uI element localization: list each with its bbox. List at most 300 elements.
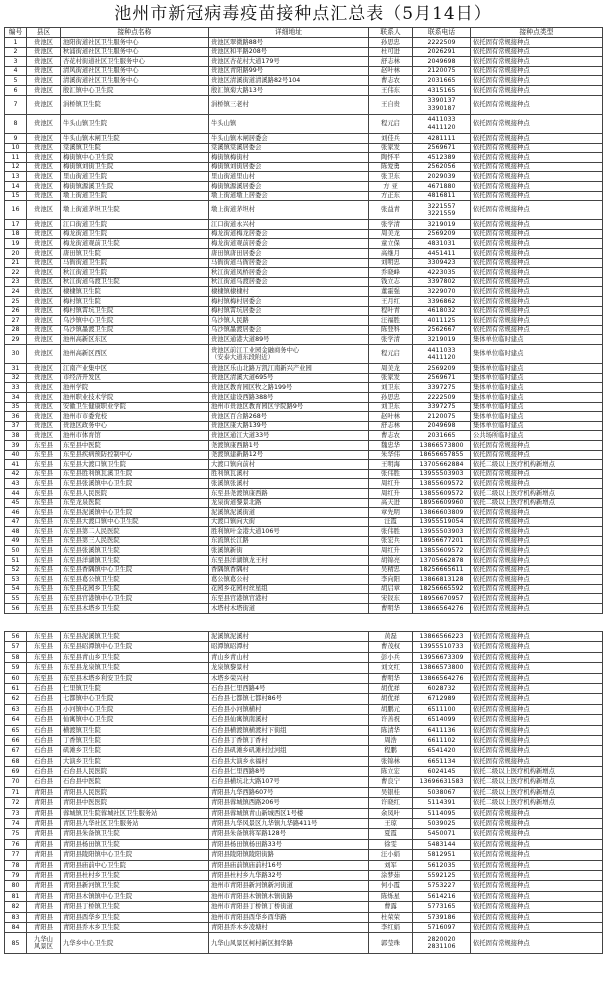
cell-district: 东至县 xyxy=(27,460,61,470)
cell-address: 青阳县九华西路607号 xyxy=(209,787,369,797)
cell-phone: 18956609960 xyxy=(413,498,471,508)
cell-address: 大渡口镇向大街 xyxy=(209,517,369,527)
cell-contact: 张家发 xyxy=(369,373,413,383)
cell-number: 47 xyxy=(5,517,27,527)
cell-address: 梅龙街道梅龙居委会 xyxy=(209,229,369,239)
cell-site-name: 墩上街道卫生院 xyxy=(61,191,209,201)
cell-district: 青阳县 xyxy=(27,922,61,932)
cell-site-type: 依托固有常规接种点 xyxy=(471,683,603,693)
cell-site-type: 依托固有常规接种点 xyxy=(471,258,603,268)
cell-address: 花园乡花园村丝星组 xyxy=(209,584,369,594)
cell-phone: 18256665592 xyxy=(413,584,471,594)
cell-contact: 方正东 xyxy=(369,191,413,201)
cell-site-name: 青阳县丁桥镇卫生院 xyxy=(61,902,209,912)
cell-phone: 13866564276 xyxy=(413,673,471,683)
cell-phone: 3229070 xyxy=(413,287,471,297)
cell-address: 九华山风景区柯村新区拥华路 xyxy=(209,933,369,954)
table-row xyxy=(5,181,603,191)
cell-site-name: 青阳县庙前中心卫生院 xyxy=(61,860,209,870)
cell-number: 20 xyxy=(5,249,27,259)
cell-number: 78 xyxy=(5,860,27,870)
cell-address: 贵池区通港大道89号 xyxy=(209,335,369,345)
cell-district: 东至县 xyxy=(27,498,61,508)
cell-site-type: 依托固有常规接种点 xyxy=(471,694,603,704)
cell-address: 石台县仁里西路4号 xyxy=(209,683,369,693)
cell-address: 尧渡镇康西路1号 xyxy=(209,440,369,450)
cell-contact: 周红升 xyxy=(369,488,413,498)
cell-number: 13 xyxy=(5,172,27,182)
cell-contact: 乔晓峰 xyxy=(369,268,413,278)
cell-number: 56 xyxy=(5,632,27,642)
cell-number: 35 xyxy=(5,402,27,412)
cell-contact: 曹志农 xyxy=(369,431,413,441)
cell-site-type: 依托固有常规接种点 xyxy=(471,536,603,546)
cell-number: 18 xyxy=(5,229,27,239)
cell-site-type: 依托固有常规接种点 xyxy=(471,881,603,891)
cell-site-type: 依托二级以上医疗机构新增点 xyxy=(471,488,603,498)
cell-number: 11 xyxy=(5,153,27,163)
cell-district: 东至县 xyxy=(27,450,61,460)
table-row xyxy=(5,725,603,735)
cell-address: 梅龙街道观前居委会 xyxy=(209,239,369,249)
cell-site-type: 集体单位临时建点 xyxy=(471,402,603,412)
cell-number: 73 xyxy=(5,808,27,818)
cell-number: 52 xyxy=(5,565,27,575)
cell-address: 贵池区杏花村大道179号 xyxy=(209,57,369,67)
cell-site-name: 马衙街道卫生院 xyxy=(61,258,209,268)
cell-site-name: 梅龙街道观前卫生院 xyxy=(61,239,209,249)
table-row xyxy=(5,133,603,143)
table-row xyxy=(5,594,603,604)
cell-site-type: 依托固有常规接种点 xyxy=(471,38,603,48)
cell-district: 青阳县 xyxy=(27,839,61,849)
cell-site-name: 青阳县人民医院 xyxy=(61,787,209,797)
cell-number: 14 xyxy=(5,181,27,191)
cell-number: 76 xyxy=(5,839,27,849)
cell-phone: 2562667 xyxy=(413,325,471,335)
cell-phone: 13955503903 xyxy=(413,527,471,537)
cell-site-name: 江口街道卫生院 xyxy=(61,220,209,230)
cell-district: 青阳县 xyxy=(27,787,61,797)
cell-phone: 3219019 xyxy=(413,220,471,230)
cell-contact: 张伟胜 xyxy=(369,469,413,479)
cell-district: 东至县 xyxy=(27,536,61,546)
cell-site-name: 里山街道卫生院 xyxy=(61,172,209,182)
cell-district: 石台县 xyxy=(27,735,61,745)
cell-site-name: 梅街镇源溪卫生院 xyxy=(61,181,209,191)
cell-district: 青阳县 xyxy=(27,798,61,808)
cell-phone: 13705662884 xyxy=(413,460,471,470)
table-row xyxy=(5,297,603,307)
cell-contact: 钱立志 xyxy=(369,277,413,287)
cell-district: 东至县 xyxy=(27,546,61,556)
cell-site-name: 青阳县新河镇卫生院 xyxy=(61,881,209,891)
cell-district: 东至县 xyxy=(27,527,61,537)
cell-contact: 吴精忠 xyxy=(369,565,413,575)
table-row xyxy=(5,870,603,880)
cell-contact: 汪霞 xyxy=(369,517,413,527)
cell-site-name: 青阳县中医医院 xyxy=(61,798,209,808)
cell-phone: 2031665 xyxy=(413,76,471,86)
cell-site-type: 依托固有常规接种点 xyxy=(471,870,603,880)
table-row xyxy=(5,704,603,714)
table-row xyxy=(5,325,603,335)
document-title: 池州市新冠病毒疫苗接种点汇总表（5月14日） xyxy=(114,4,492,24)
cell-contact: 程叶青 xyxy=(369,306,413,316)
cell-number: 79 xyxy=(5,870,27,880)
cell-phone: 2026291 xyxy=(413,47,471,57)
cell-site-type: 依托固有常规接种点 xyxy=(471,902,603,912)
cell-district: 东至县 xyxy=(27,517,61,527)
cell-site-name: 牛头山镇卫生院 xyxy=(61,114,209,133)
cell-contact: 舒志林 xyxy=(369,57,413,67)
cell-phone: 5592125 xyxy=(413,870,471,880)
table-row xyxy=(5,392,603,402)
cell-site-name: 唐田镇卫生院 xyxy=(61,249,209,259)
cell-address: 葛公镇葛公村 xyxy=(209,575,369,585)
cell-site-name: 东至县第二人民医院 xyxy=(61,527,209,537)
cell-phone: 18956677201 xyxy=(413,536,471,546)
cell-phone: 5739186 xyxy=(413,912,471,922)
vaccination-sites-table-part1 xyxy=(4,27,603,614)
cell-phone: 6511100 xyxy=(413,704,471,714)
cell-number: 5 xyxy=(5,76,27,86)
cell-site-type: 依托固有常规接种点 xyxy=(471,652,603,662)
cell-number: 21 xyxy=(5,258,27,268)
cell-phone: 4451411 xyxy=(413,249,471,259)
cell-number: 82 xyxy=(5,902,27,912)
cell-site-name: 东至县胜利镇瓦溪卫生院 xyxy=(61,469,209,479)
cell-district: 东至县 xyxy=(27,565,61,575)
table-row xyxy=(5,450,603,460)
cell-site-name: 牛头山镇木闸卫生院 xyxy=(61,133,209,143)
cell-phone: 3221557 3221559 xyxy=(413,201,471,220)
table-row xyxy=(5,172,603,182)
cell-contact: 胡优祥 xyxy=(369,683,413,693)
cell-site-name: 东至县张溪镇卫生院 xyxy=(61,546,209,556)
cell-contact: 李向阳 xyxy=(369,575,413,585)
cell-site-type: 依托固有常规接种点 xyxy=(471,808,603,818)
table-row xyxy=(5,715,603,725)
cell-number: 54 xyxy=(5,584,27,594)
cell-contact: 周浩 xyxy=(369,735,413,745)
cell-number: 49 xyxy=(5,536,27,546)
cell-site-name: 东至县疾病预防控制中心 xyxy=(61,450,209,460)
cell-number: 65 xyxy=(5,725,27,735)
cell-contact: 陈立宏 xyxy=(369,767,413,777)
cell-number: 50 xyxy=(5,546,27,556)
cell-address: 石台县大演乡永福村 xyxy=(209,756,369,766)
cell-phone: 3309423 xyxy=(413,258,471,268)
cell-phone: 13855609572 xyxy=(413,546,471,556)
cell-site-type: 依托固有常规接种点 xyxy=(471,517,603,527)
cell-phone: 6028732 xyxy=(413,683,471,693)
table-row xyxy=(5,412,603,422)
cell-site-type: 依托固有常规接种点 xyxy=(471,143,603,153)
cell-site-name: 小河镇中心卫生院 xyxy=(61,704,209,714)
cell-phone: 13955503903 xyxy=(413,469,471,479)
cell-phone: 3390137 3390187 xyxy=(413,95,471,114)
cell-contact: 刘佳兵 xyxy=(369,133,413,143)
cell-district: 青阳县 xyxy=(27,902,61,912)
cell-contact: 舒志林 xyxy=(369,421,413,431)
cell-contact: 周红升 xyxy=(369,479,413,489)
cell-site-name: 九华乡中心卫生院 xyxy=(61,933,209,954)
cell-district: 贵池区 xyxy=(27,258,61,268)
table-row xyxy=(5,508,603,518)
cell-site-name: 东至县张溪镇中心卫生院 xyxy=(61,479,209,489)
table-row xyxy=(5,536,603,546)
cell-phone: 2120075 xyxy=(413,66,471,76)
cell-number: 36 xyxy=(5,412,27,422)
cell-site-type: 依托固有常规接种点 xyxy=(471,316,603,326)
cell-address: 乌沙镇墨渡居委会 xyxy=(209,325,369,335)
cell-district: 贵池区 xyxy=(27,172,61,182)
cell-site-type: 依托固有常规接种点 xyxy=(471,839,603,849)
cell-address: 龙泉镇黎景村 xyxy=(209,663,369,673)
cell-number: 57 xyxy=(5,642,27,652)
cell-district: 九华山 风景区 xyxy=(27,933,61,954)
cell-district: 青阳县 xyxy=(27,819,61,829)
cell-number: 25 xyxy=(5,297,27,307)
table-row xyxy=(5,604,603,614)
cell-address: 池州市青阳县木镇镇木镇街路 xyxy=(209,891,369,901)
cell-address: 张溪镇张溪村 xyxy=(209,479,369,489)
cell-district: 贵池区 xyxy=(27,191,61,201)
cell-number: 40 xyxy=(5,450,27,460)
cell-contact: 孙思忠 xyxy=(369,392,413,402)
cell-address: 石台县矶滩乡矶滩村过河组 xyxy=(209,746,369,756)
table-row xyxy=(5,860,603,870)
table-row xyxy=(5,335,603,345)
cell-site-name: 东至县花园乡卫生院 xyxy=(61,584,209,594)
cell-site-type: 依托固有常规接种点 xyxy=(471,95,603,114)
cell-phone: 13866573800 xyxy=(413,663,471,673)
cell-site-type: 依托固有常规接种点 xyxy=(471,47,603,57)
cell-phone: 3397275 xyxy=(413,402,471,412)
cell-number: 38 xyxy=(5,431,27,441)
cell-site-name: 东至县大渡口镇卫生院 xyxy=(61,460,209,470)
table-row xyxy=(5,673,603,683)
cell-site-type: 依托固有常规接种点 xyxy=(471,325,603,335)
cell-site-type: 依托固有常规接种点 xyxy=(471,715,603,725)
cell-contact: 张学清 xyxy=(369,335,413,345)
cell-contact: 高继月 xyxy=(369,249,413,259)
cell-contact: 杜荣荣 xyxy=(369,912,413,922)
cell-district: 贵池区 xyxy=(27,287,61,297)
table-row xyxy=(5,143,603,153)
table-header-row xyxy=(5,28,603,38)
table-row xyxy=(5,287,603,297)
cell-contact: 曹露 xyxy=(369,902,413,912)
cell-number: 51 xyxy=(5,556,27,566)
cell-address: 池州市青阳县新河镇新河街道 xyxy=(209,881,369,891)
cell-district: 贵池区 xyxy=(27,277,61,287)
cell-site-name: 青阳县木镇镇中心卫生院 xyxy=(61,891,209,901)
table-row xyxy=(5,66,603,76)
cell-site-type: 依托固有常规接种点 xyxy=(471,922,603,932)
cell-site-type: 依托固有常规接种点 xyxy=(471,594,603,604)
cell-site-name: 东至县香隅镇中心卫生院 xyxy=(61,565,209,575)
cell-phone: 13956673309 xyxy=(413,652,471,662)
cell-address: 石台县小河镇横村 xyxy=(209,704,369,714)
cell-contact: 陶怀平 xyxy=(369,153,413,163)
cell-district: 贵池区 xyxy=(27,57,61,67)
cell-number: 70 xyxy=(5,777,27,787)
cell-contact: 张学清 xyxy=(369,220,413,230)
table-row xyxy=(5,249,603,259)
cell-address: 梅街镇梅街村 xyxy=(209,153,369,163)
cell-address: 青阳县九华风景区九华镇九华路411号 xyxy=(209,819,369,829)
cell-site-name: 乌沙镇墨渡卫生院 xyxy=(61,325,209,335)
cell-district: 贵池区 xyxy=(27,66,61,76)
cell-district: 东至县 xyxy=(27,556,61,566)
cell-site-type: 依托固有常规接种点 xyxy=(471,725,603,735)
cell-number: 45 xyxy=(5,498,27,508)
cell-phone: 6024145 xyxy=(413,767,471,777)
cell-contact: 汪小娟 xyxy=(369,850,413,860)
table-row xyxy=(5,229,603,239)
table-row xyxy=(5,316,603,326)
cell-contact: 朱华伟 xyxy=(369,450,413,460)
cell-district: 东至县 xyxy=(27,663,61,673)
cell-district: 青阳县 xyxy=(27,850,61,860)
cell-contact: 胡启章 xyxy=(369,584,413,594)
cell-number: 66 xyxy=(5,735,27,745)
cell-address: 贵池区康大路139号 xyxy=(209,421,369,431)
cell-number: 74 xyxy=(5,819,27,829)
cell-district: 石台县 xyxy=(27,715,61,725)
table-row xyxy=(5,546,603,556)
cell-site-type: 依托固有常规接种点 xyxy=(471,450,603,460)
cell-contact: 王琼 xyxy=(369,819,413,829)
table-row xyxy=(5,565,603,575)
cell-address: 龙泉街道黎景北路 xyxy=(209,498,369,508)
cell-contact: 胡锦亮 xyxy=(369,556,413,566)
cell-phone: 6712989 xyxy=(413,694,471,704)
cell-contact: 刘明忠 xyxy=(369,258,413,268)
cell-site-type: 依托固有常规接种点 xyxy=(471,133,603,143)
cell-phone: 4011125 xyxy=(413,316,471,326)
cell-contact: 赵叶林 xyxy=(369,412,413,422)
cell-number: 37 xyxy=(5,421,27,431)
table-row xyxy=(5,933,603,954)
cell-contact: 王月红 xyxy=(369,297,413,307)
cell-contact: 吴银桂 xyxy=(369,787,413,797)
cell-site-type: 集体单位临时建点 xyxy=(471,392,603,402)
cell-address: 石台县横渡镇横渡村下街组 xyxy=(209,725,369,735)
cell-district: 贵池区 xyxy=(27,335,61,345)
cell-phone: 4411033 4411120 xyxy=(413,345,471,364)
cell-phone: 4618032 xyxy=(413,306,471,316)
table-row xyxy=(5,85,603,95)
cell-contact: 张益青 xyxy=(369,201,413,220)
cell-site-type: 依托固有常规接种点 xyxy=(471,933,603,954)
table-row xyxy=(5,383,603,393)
cell-phone: 13866564276 xyxy=(413,604,471,614)
cell-site-name: 清风街道社区卫生服务中心 xyxy=(61,66,209,76)
cell-site-name: 石台县人民医院 xyxy=(61,767,209,777)
cell-district: 东至县 xyxy=(27,479,61,489)
cell-number: 41 xyxy=(5,460,27,470)
cell-site-name: 矶滩乡卫生院 xyxy=(61,746,209,756)
cell-site-type: 依托固有常规接种点 xyxy=(471,556,603,566)
table-row xyxy=(5,527,603,537)
cell-address: 贵池区和平路208号 xyxy=(209,47,369,57)
cell-site-name: 青阳县酉华乡卫生院 xyxy=(61,912,209,922)
cell-site-name: 青阳县乔木乡卫生院 xyxy=(61,922,209,932)
cell-site-name: 江南产业集中区 xyxy=(61,364,209,374)
cell-site-name: 东至县大渡口镇中心卫生院 xyxy=(61,517,209,527)
table-row xyxy=(5,819,603,829)
cell-phone: 6514099 xyxy=(413,715,471,725)
cell-site-type: 集体单位临时建点 xyxy=(471,412,603,422)
cell-district: 贵池区 xyxy=(27,412,61,422)
table-row xyxy=(5,912,603,922)
cell-address: 贵池区前江工业园金融商务中心 （安泰大道东段附近） xyxy=(209,345,369,364)
cell-contact: 章先明 xyxy=(369,508,413,518)
cell-address: 石台县横坑北大路107号 xyxy=(209,777,369,787)
cell-address: 梅街镇源溪居委会 xyxy=(209,181,369,191)
cell-site-type: 依托固有常规接种点 xyxy=(471,850,603,860)
cell-number: 1 xyxy=(5,38,27,48)
cell-site-type: 依托固有常规接种点 xyxy=(471,201,603,220)
cell-phone: 5039025 xyxy=(413,819,471,829)
cell-site-name: 东至县青山乡卫生院 xyxy=(61,652,209,662)
table-row xyxy=(5,767,603,777)
cell-district: 贵池区 xyxy=(27,249,61,259)
cell-site-type: 依托固有常规接种点 xyxy=(471,663,603,673)
cell-address: 贵池区青阳路99号 xyxy=(209,66,369,76)
cell-phone: 4831031 xyxy=(413,239,471,249)
cell-contact: 周美龙 xyxy=(369,364,413,374)
cell-district: 东至县 xyxy=(27,594,61,604)
cell-address: 棠溪镇棠溪居委会 xyxy=(209,143,369,153)
cell-site-type: 依托固有常规接种点 xyxy=(471,153,603,163)
table-row xyxy=(5,220,603,230)
table-row xyxy=(5,306,603,316)
cell-address: 秋江街道凤桥居委会 xyxy=(209,268,369,278)
cell-contact: 李红娟 xyxy=(369,922,413,932)
cell-site-name: 贵池区政务中心 xyxy=(61,421,209,431)
cell-district: 贵池区 xyxy=(27,402,61,412)
cell-number: 58 xyxy=(5,652,27,662)
cell-site-type: 依托固有常规接种点 xyxy=(471,829,603,839)
cell-number: 68 xyxy=(5,756,27,766)
cell-district: 东至县 xyxy=(27,488,61,498)
cell-site-type: 集体单位临时建点 xyxy=(471,345,603,364)
cell-address: 江口街道永兴村 xyxy=(209,220,369,230)
cell-address: 石台县七都镇七都村86号 xyxy=(209,694,369,704)
cell-phone: 6541420 xyxy=(413,746,471,756)
cell-district: 贵池区 xyxy=(27,297,61,307)
cell-site-name: 东至县洋湖镇卫生院 xyxy=(61,556,209,566)
cell-number: 3 xyxy=(5,57,27,67)
cell-district: 石台县 xyxy=(27,767,61,777)
cell-address: 墩上街道茅坦村 xyxy=(209,201,369,220)
cell-address: 石台县仙寓镇南溪村 xyxy=(209,715,369,725)
cell-site-type: 依托固有常规接种点 xyxy=(471,735,603,745)
cell-site-name: 青阳县九华社区卫生服务站 xyxy=(61,819,209,829)
table-row xyxy=(5,642,603,652)
cell-contact: 徐雯 xyxy=(369,839,413,849)
cell-site-name: 青阳县朱备镇卫生院 xyxy=(61,829,209,839)
cell-site-type: 依托固有常规接种点 xyxy=(471,527,603,537)
cell-address: 东流镇长江路 xyxy=(209,536,369,546)
table-row xyxy=(5,756,603,766)
cell-site-name: 市经济开发区 xyxy=(61,373,209,383)
cell-number: 23 xyxy=(5,277,27,287)
